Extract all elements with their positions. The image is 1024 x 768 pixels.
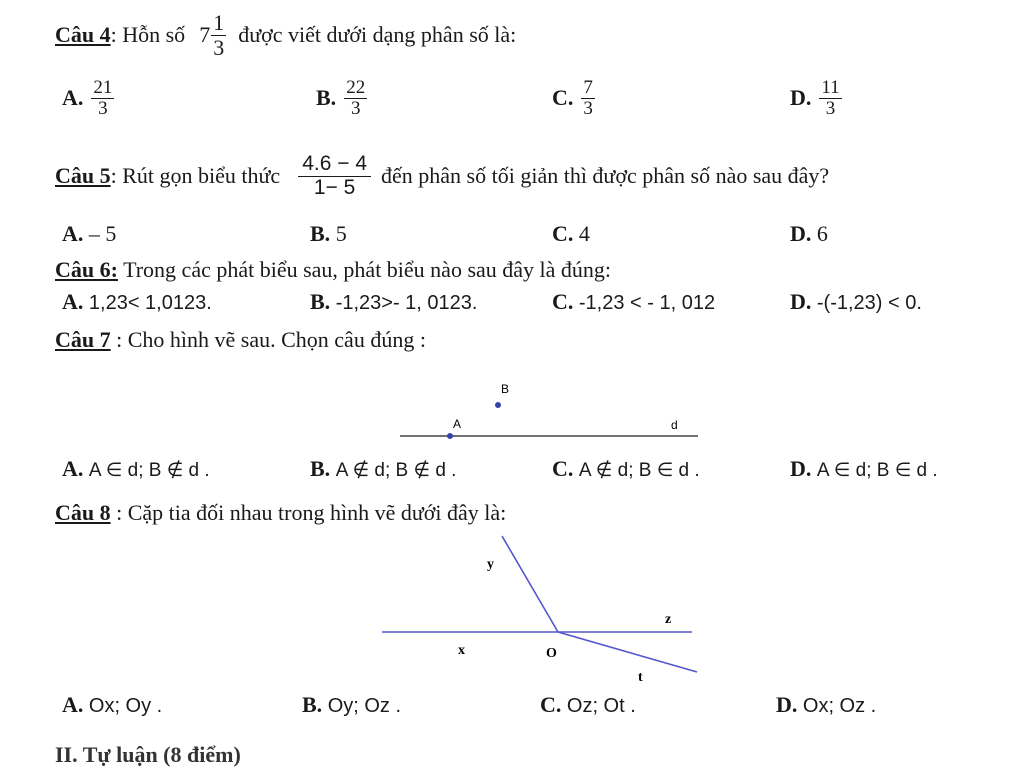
q5-option-letter: D. (790, 221, 812, 246)
q8-figure (370, 530, 710, 690)
q4-option-num: 11 (821, 77, 840, 98)
q4-option-letter: D. (790, 85, 812, 111)
q5-label: Câu 5 (55, 163, 111, 188)
q4-option-letter: B. (316, 85, 337, 111)
q5-option-a[interactable] (62, 221, 116, 247)
q5-text-after: đến phân số tối giản thì được phân số nào sau đây? (381, 163, 830, 188)
q8-label-o: O (546, 646, 557, 661)
q7-option-d[interactable] (790, 456, 938, 482)
q7-label-b: B (501, 382, 510, 396)
q4-mixed-num: 1 (213, 10, 225, 36)
q5-text-before: : Rút gọn biểu thức (110, 163, 281, 188)
q6-prompt (55, 257, 611, 283)
q4-option-a[interactable] (62, 78, 114, 119)
q5-expression (298, 153, 371, 198)
q7-option-letter: B. (310, 456, 331, 481)
q6-option-d[interactable] (790, 289, 922, 315)
q5-option-letter: C. (552, 221, 574, 246)
q6-option-c[interactable] (552, 289, 715, 315)
q8-option-letter: D. (776, 692, 798, 717)
q8-option-value: Oz; Ot . (566, 695, 636, 717)
q8-label-z: z (665, 612, 672, 627)
q6-option-b[interactable] (310, 289, 477, 315)
q7-option-value: A ∈ d; B ∈ d . (816, 460, 938, 481)
q8-option-value: Ox; Oz . (802, 695, 877, 717)
q7-option-letter: A. (62, 456, 84, 481)
q5-option-value: – 5 (88, 221, 117, 246)
q4-option-num: 21 (93, 77, 113, 98)
q6-option-letter: C. (552, 289, 574, 314)
q5-option-value: 5 (335, 221, 347, 246)
q7-option-b[interactable] (310, 456, 456, 482)
q7-figure (390, 375, 710, 445)
q4-option-num: 7 (583, 77, 593, 98)
q6-option-letter: B. (310, 289, 331, 314)
q4-option-den: 3 (350, 97, 361, 119)
q8-option-d[interactable] (776, 692, 876, 718)
q4-option-b[interactable] (316, 78, 367, 119)
q7-option-letter: D. (790, 456, 812, 481)
q5-option-letter: B. (310, 221, 331, 246)
q7-option-value: A ∉ d; B ∉ d . (335, 460, 457, 481)
q8-text: : Cặp tia đối nhau trong hình vẽ dưới đây là: (116, 500, 507, 525)
section-heading-essay: II. Tự luận (8 điểm) (55, 742, 241, 767)
q4-label: Câu 4 (55, 22, 111, 47)
q4-mixed-den: 3 (213, 34, 225, 60)
q4-mixed-fraction (211, 11, 226, 58)
q4-option-fraction (581, 78, 595, 119)
q5-expr-den: 1− 5 (313, 175, 356, 199)
q4-option-letter: A. (62, 85, 84, 111)
q8-label: Câu 8 (55, 500, 111, 525)
q4-mixed-whole: 7 (199, 22, 211, 47)
q7-text: : Cho hình vẽ sau. Chọn câu đúng : (116, 327, 426, 352)
q7-point-a (447, 433, 453, 439)
q4-option-fraction (344, 78, 367, 119)
q4-option-den: 3 (825, 97, 836, 119)
q7-prompt (55, 327, 426, 353)
q5-option-b[interactable] (310, 221, 347, 247)
q6-option-value: 1,23< 1,0123. (88, 292, 212, 314)
q4-option-num: 22 (346, 77, 366, 98)
q7-option-letter: C. (552, 456, 574, 481)
q8-ray-ot (558, 632, 697, 672)
q8-label-t: t (638, 670, 643, 685)
q7-option-a[interactable] (62, 456, 210, 482)
q5-option-d[interactable] (790, 221, 828, 247)
q7-option-c[interactable] (552, 456, 700, 482)
q7-label-a: A (453, 417, 462, 431)
q4-option-fraction (91, 78, 114, 119)
q5-option-value: 6 (816, 221, 828, 246)
q4-mixed-number (199, 11, 226, 58)
q4-option-letter: C. (552, 85, 574, 111)
q6-option-value: -1,23 < - 1, 012 (578, 292, 716, 314)
q4-option-c[interactable] (552, 78, 595, 119)
q4-text-after: được viết dưới dạng phân số là: (238, 22, 517, 47)
q8-option-a[interactable] (62, 692, 162, 718)
q5-expr-num: 4.6 − 4 (298, 153, 371, 176)
q4-option-d[interactable] (790, 78, 842, 119)
q5-option-value: 4 (578, 221, 590, 246)
q5-prompt (55, 146, 829, 206)
q8-option-value: Oy; Oz . (327, 695, 402, 717)
q5-option-letter: A. (62, 221, 84, 246)
q8-option-letter: A. (62, 692, 84, 717)
q6-text: Trong các phát biểu sau, phát biểu nào sau đây là đúng: (123, 257, 612, 282)
q7-option-value: A ∈ d; B ∉ d . (88, 460, 210, 481)
q8-option-b[interactable] (302, 692, 401, 718)
q7-option-value: A ∉ d; B ∈ d . (578, 460, 700, 481)
q4-prompt (55, 12, 516, 58)
q6-option-letter: A. (62, 289, 84, 314)
q6-option-a[interactable] (62, 289, 212, 315)
q8-ray-oy (502, 536, 558, 632)
q4-option-fraction (819, 78, 841, 119)
q7-label-d: d (671, 418, 678, 432)
q8-option-letter: C. (540, 692, 562, 717)
q8-option-c[interactable] (540, 692, 636, 718)
q6-option-letter: D. (790, 289, 812, 314)
q4-option-den: 3 (583, 97, 593, 119)
q4-option-den: 3 (98, 97, 108, 119)
q8-label-y: y (487, 557, 494, 572)
q8-option-letter: B. (302, 692, 323, 717)
q6-option-value: -(-1,23) < 0. (816, 292, 922, 314)
q7-point-b (495, 402, 501, 408)
q8-prompt (55, 500, 506, 526)
q7-label: Câu 7 (55, 327, 111, 352)
q4-text-before: : Hỗn số (110, 22, 186, 47)
q6-label: Câu 6: (55, 257, 118, 282)
q8-label-x: x (458, 643, 465, 658)
q5-option-c[interactable] (552, 221, 590, 247)
q6-option-value: -1,23>- 1, 0123. (335, 292, 478, 314)
q8-option-value: Ox; Oy . (88, 695, 163, 717)
